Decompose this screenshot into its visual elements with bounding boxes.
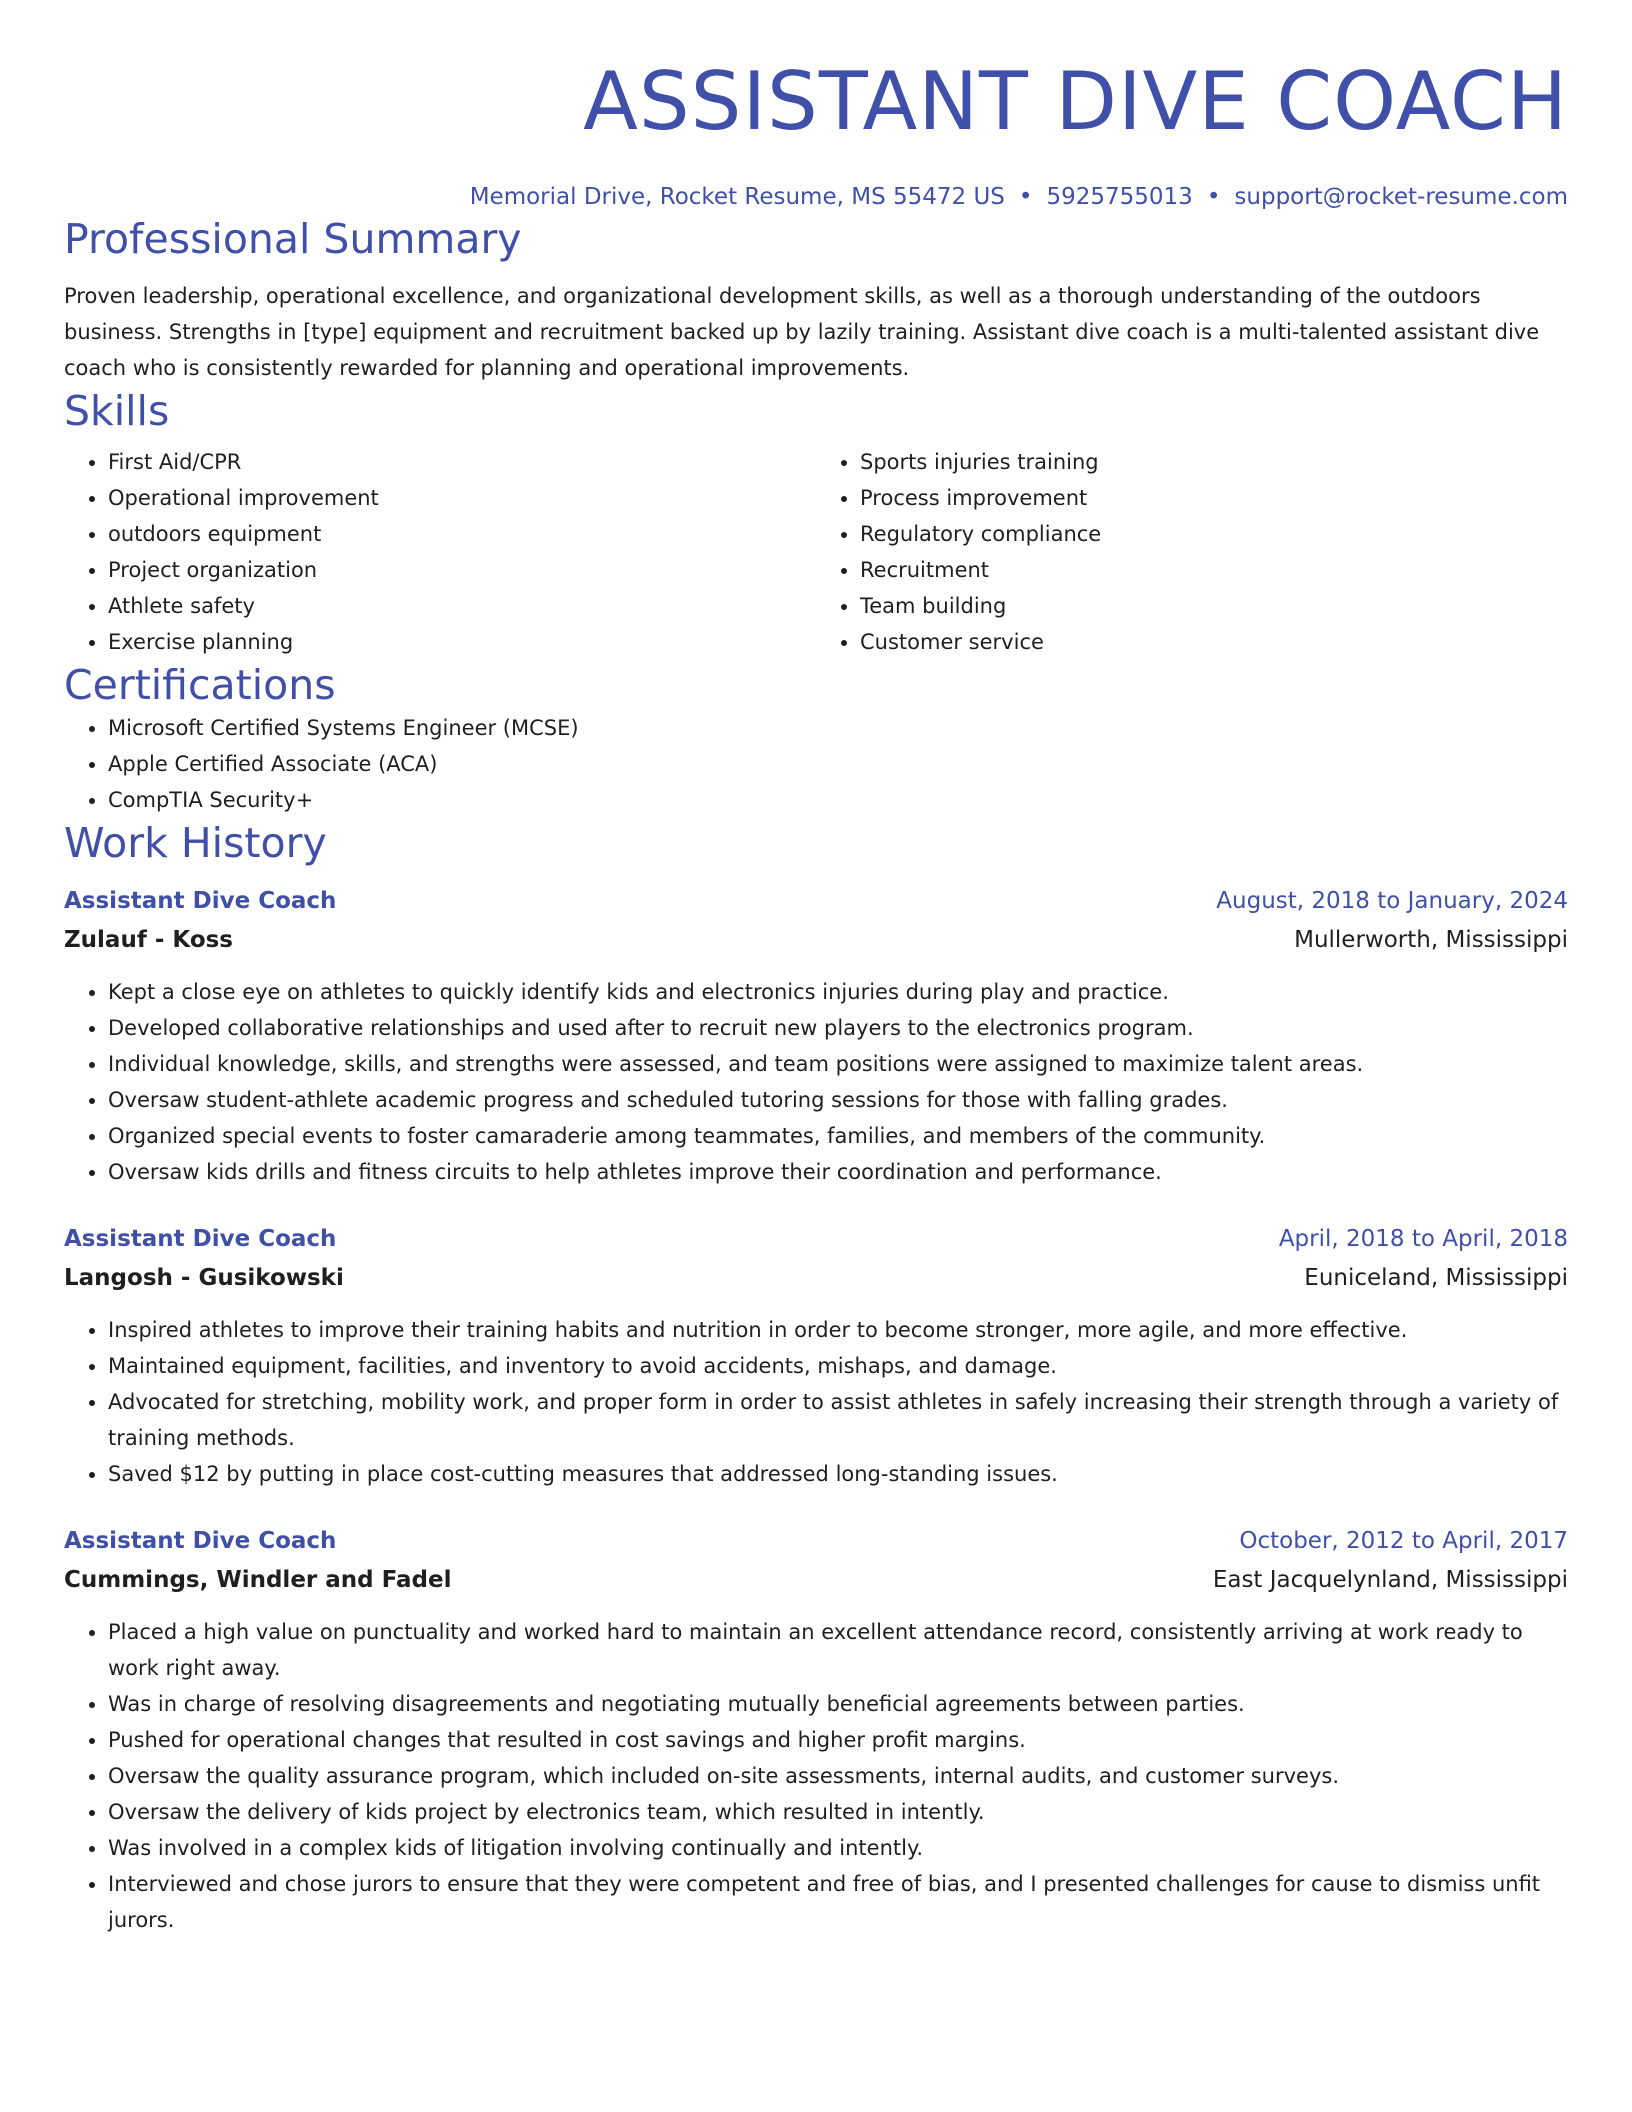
job-bullets bbox=[64, 1614, 1568, 1938]
certification-item: • CompTIA Security+ bbox=[108, 782, 1568, 818]
job-location: Mullerworth, Mississippi bbox=[1294, 927, 1568, 953]
job-bullet: • Organized special events to foster camaraderie among teammates, families, and members of the community. bbox=[108, 1118, 1568, 1154]
job-company: Zulauf - Koss bbox=[64, 927, 233, 953]
job-location: Euniceland, Mississippi bbox=[1304, 1265, 1568, 1291]
job-company-row bbox=[64, 1560, 1568, 1600]
job-bullet: • Inspired athletes to improve their training habits and nutrition in order to become stronger, more agile, and more effective. bbox=[108, 1312, 1568, 1348]
job-bullet: • Interviewed and chose jurors to ensure that they were competent and free of bias, and I presented challenges for cause to dismiss unfit jurors. bbox=[108, 1866, 1568, 1938]
summary-text: Proven leadership, operational excellence, and organizational development skills, as well as a thorough understanding of the outdoors business. Strengths in [type] equipment and recruitment backed up by lazily training. Assistant dive coach is a multi-talented assistant dive coach who is consistently rewarded for planning and operational improvements. bbox=[64, 284, 1540, 380]
job-bullet: • Oversaw the delivery of kids project by electronics team, which resulted in intently. bbox=[108, 1794, 1568, 1830]
job-location: East Jacquelynland, Mississippi bbox=[1212, 1567, 1568, 1593]
summary-heading: Professional Summary bbox=[64, 215, 522, 263]
job-dates: August, 2018 to January, 2024 bbox=[1216, 888, 1568, 914]
contact-email[interactable]: support@rocket-resume.com bbox=[1234, 184, 1568, 210]
job-bullets bbox=[64, 1312, 1568, 1492]
skill-item: • Recruitment bbox=[860, 552, 1568, 588]
skill-item: • First Aid/CPR bbox=[108, 444, 816, 480]
contact-separator: • bbox=[1206, 184, 1221, 210]
job-bullets bbox=[64, 974, 1568, 1190]
certification-item: • Apple Certified Associate (ACA) bbox=[108, 746, 1568, 782]
job-title: Assistant Dive Coach bbox=[64, 1226, 337, 1252]
job-bullet: • Oversaw student-athlete academic progress and scheduled tutoring sessions for those with falling grades. bbox=[108, 1082, 1568, 1118]
job-bullet: • Individual knowledge, skills, and strengths were assessed, and team positions were assigned to maximize talent areas. bbox=[108, 1046, 1568, 1082]
job-bullet: • Was in charge of resolving disagreements and negotiating mutually beneficial agreements between parties. bbox=[108, 1686, 1568, 1722]
job-bullet: • Kept a close eye on athletes to quickly identify kids and electronics injuries during play and practice. bbox=[108, 974, 1568, 1010]
skill-item: • Sports injuries training bbox=[860, 444, 1568, 480]
skills-heading: Skills bbox=[64, 387, 170, 435]
job-entry bbox=[64, 1522, 1568, 1938]
job-company: Cummings, Windler and Fadel bbox=[64, 1567, 452, 1593]
job-entry bbox=[64, 1220, 1568, 1492]
job-entry bbox=[64, 882, 1568, 1190]
skill-item: • Process improvement bbox=[860, 480, 1568, 516]
skill-item: • Customer service bbox=[860, 624, 1568, 660]
job-bullet: • Developed collaborative relationships and used after to recruit new players to the electronics program. bbox=[108, 1010, 1568, 1046]
job-title-row bbox=[64, 882, 1568, 920]
job-title-row bbox=[64, 1220, 1568, 1258]
skill-item: • Team building bbox=[860, 588, 1568, 624]
skill-item: • Athlete safety bbox=[108, 588, 816, 624]
skill-item: • outdoors equipment bbox=[108, 516, 816, 552]
job-title: Assistant Dive Coach bbox=[64, 1528, 337, 1554]
skills-list-right bbox=[816, 444, 1568, 660]
skill-item: • Project organization bbox=[108, 552, 816, 588]
job-title: Assistant Dive Coach bbox=[64, 888, 337, 914]
skill-item: • Exercise planning bbox=[108, 624, 816, 660]
certifications-list bbox=[64, 710, 1568, 818]
contact-address: Memorial Drive, Rocket Resume, MS 55472 US bbox=[469, 184, 1005, 210]
job-bullet: • Oversaw kids drills and fitness circuits to help athletes improve their coordination and performance. bbox=[108, 1154, 1568, 1190]
job-bullet: • Pushed for operational changes that resulted in cost savings and higher profit margins. bbox=[108, 1722, 1568, 1758]
job-company: Langosh - Gusikowski bbox=[64, 1265, 344, 1291]
work-history-heading: Work History bbox=[64, 819, 327, 867]
skills-list-left bbox=[64, 444, 816, 660]
contact-separator: • bbox=[1018, 184, 1033, 210]
job-title-row bbox=[64, 1522, 1568, 1560]
job-bullet: • Maintained equipment, facilities, and inventory to avoid accidents, mishaps, and damage. bbox=[108, 1348, 1568, 1384]
job-bullet: • Was involved in a complex kids of litigation involving continually and intently. bbox=[108, 1830, 1568, 1866]
job-bullet: • Placed a high value on punctuality and worked hard to maintain an excellent attendance record, consistently arriving at work ready to work right away. bbox=[108, 1614, 1568, 1686]
job-dates: April, 2018 to April, 2018 bbox=[1278, 1226, 1568, 1252]
job-company-row bbox=[64, 920, 1568, 960]
skills-grid bbox=[64, 444, 1568, 660]
job-bullet: • Advocated for stretching, mobility work, and proper form in order to assist athletes in safely increasing their strength through a variety of training methods. bbox=[108, 1384, 1568, 1456]
skill-item: • Regulatory compliance bbox=[860, 516, 1568, 552]
certification-item: • Microsoft Certified Systems Engineer (MCSE) bbox=[108, 710, 1568, 746]
job-bullet: • Oversaw the quality assurance program, which included on-site assessments, internal audits, and customer surveys. bbox=[108, 1758, 1568, 1794]
job-dates: October, 2012 to April, 2017 bbox=[1239, 1528, 1568, 1554]
skill-item: • Operational improvement bbox=[108, 480, 816, 516]
job-bullet: • Saved $12 by putting in place cost-cutting measures that addressed long-standing issues. bbox=[108, 1456, 1568, 1492]
resume-name: ASSISTANT DIVE COACH bbox=[583, 55, 1568, 148]
contact-phone: 5925755013 bbox=[1046, 184, 1193, 210]
job-company-row bbox=[64, 1258, 1568, 1298]
certifications-heading: Certifications bbox=[64, 661, 336, 709]
contact-line bbox=[64, 180, 1568, 214]
